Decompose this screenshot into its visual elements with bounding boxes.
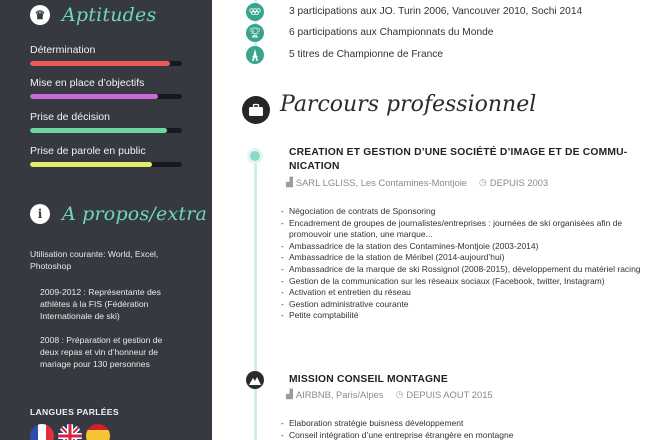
timeline-line <box>254 150 257 440</box>
apropos-title: A propos/extra <box>62 203 208 225</box>
task-item: - Gestion administrative courante <box>279 299 641 311</box>
skill-label: Prise de décision <box>30 111 110 123</box>
aptitudes-title: Aptitudes <box>62 4 157 26</box>
apropos-paragraph: 2009-2012 : Représentante des athlètes à la FIS (Fédération Internationale de ski) <box>40 287 161 321</box>
skill-label: Prise de parole en public <box>30 145 146 157</box>
task-item: - Petite comptabilité <box>279 310 641 322</box>
skill-item <box>30 111 182 133</box>
crown-icon: ♛ <box>30 5 50 25</box>
job-title-line: NICATION <box>289 161 340 172</box>
aptitudes-header <box>30 4 156 26</box>
job-meta <box>286 389 493 400</box>
task-item: - Elaboration stratégie buisness développement <box>279 418 641 430</box>
languages-title: LANGUES PARLÉES <box>30 407 119 417</box>
spain-flag <box>86 424 110 440</box>
job-company: SARL LGLISS, Les Contamines-Montjoie <box>295 177 468 188</box>
task-item: - Encadrement de groupes de journalistes/entreprises : journées de ski organisées afin de promouvoir une station, une marque... <box>279 218 641 241</box>
skill-bar-fill <box>30 162 152 167</box>
skill-item <box>30 77 182 99</box>
main-content <box>212 0 660 440</box>
skill-label: Détermination <box>30 44 96 56</box>
clock-icon: ◷ <box>479 177 487 187</box>
task-list <box>279 418 641 440</box>
briefcase-icon <box>242 96 270 124</box>
france-flag <box>30 424 54 440</box>
job-since: DEPUIS AOUT 2015 <box>406 389 493 400</box>
skill-bar-fill <box>30 61 170 66</box>
skill-bar <box>30 61 182 66</box>
skill-bar <box>30 94 182 99</box>
olympic-rings-icon <box>246 3 264 21</box>
language-flags <box>30 424 110 440</box>
task-item: - Ambassadrice de la marque de ski Rossignol (2008-2015), développement du matériel racing <box>279 264 641 276</box>
uk-flag <box>58 424 82 440</box>
job-title: MISSION CONSEIL MONTAGNE <box>289 374 448 385</box>
skill-bar <box>30 128 182 133</box>
info-icon: i <box>30 204 50 224</box>
job-since: DEPUIS 2003 <box>489 177 549 188</box>
task-item: - Ambassadrice de la station de Méribel (2014-aujourd’hui) <box>279 252 641 264</box>
apropos-paragraph: 2008 : Préparation et gestion de deux repas et vin d’honneur de mariage pour 130 personnes <box>40 335 163 369</box>
sport-achievement: 3 participations aux JO. Turin 2006, Vancouver 2010, Sochi 2014 <box>289 6 583 17</box>
task-item: - Gestion de la communication sur les réseaux sociaux (Facebook, twitter, Instagram) <box>279 276 641 288</box>
eiffel-tower-icon <box>246 46 264 64</box>
sport-achievement: 6 participations aux Championnats du Monde <box>289 27 494 38</box>
building-icon: ▟ <box>286 177 293 187</box>
task-item: - Conseil intégration d’une entreprise étrangère en montagne <box>279 430 641 440</box>
timeline-dot <box>247 148 263 164</box>
job-title <box>289 146 629 174</box>
skill-bar <box>30 162 182 167</box>
trophy-icon: 🏆︎ <box>246 24 264 42</box>
apropos-header <box>30 203 207 225</box>
job-meta <box>286 177 548 188</box>
apropos-paragraph: Utilisation courante: World, Excel, Photoshop <box>30 249 159 271</box>
building-icon: ▟ <box>286 389 293 399</box>
task-list <box>279 206 641 322</box>
task-item: - Négociation de contrats de Sponsoring <box>279 206 641 218</box>
sidebar <box>0 0 212 440</box>
clock-icon: ◷ <box>395 389 404 399</box>
section-title: Parcours professionnel <box>280 92 537 117</box>
skill-item <box>30 44 182 66</box>
job-company: AIRBNB, Paris/Alpes <box>295 389 384 400</box>
skill-item <box>30 145 182 167</box>
task-item: - Activation et entretien du réseau <box>279 287 641 299</box>
task-item: - Ambassadrice de la station des Contamines-Montjoie (2003-2014) <box>279 241 641 253</box>
job-title-line: CREATION ET GESTION D’UNE SOCIÉTÉ D’IMAGE ET DE COMMU- <box>289 147 628 158</box>
skill-label: Mise en place d’objectifs <box>30 77 145 89</box>
skill-bar-fill <box>30 94 158 99</box>
skill-bar-fill <box>30 128 167 133</box>
sport-achievement: 5 titres de Championne de France <box>289 49 444 60</box>
mountain-icon <box>246 371 264 389</box>
